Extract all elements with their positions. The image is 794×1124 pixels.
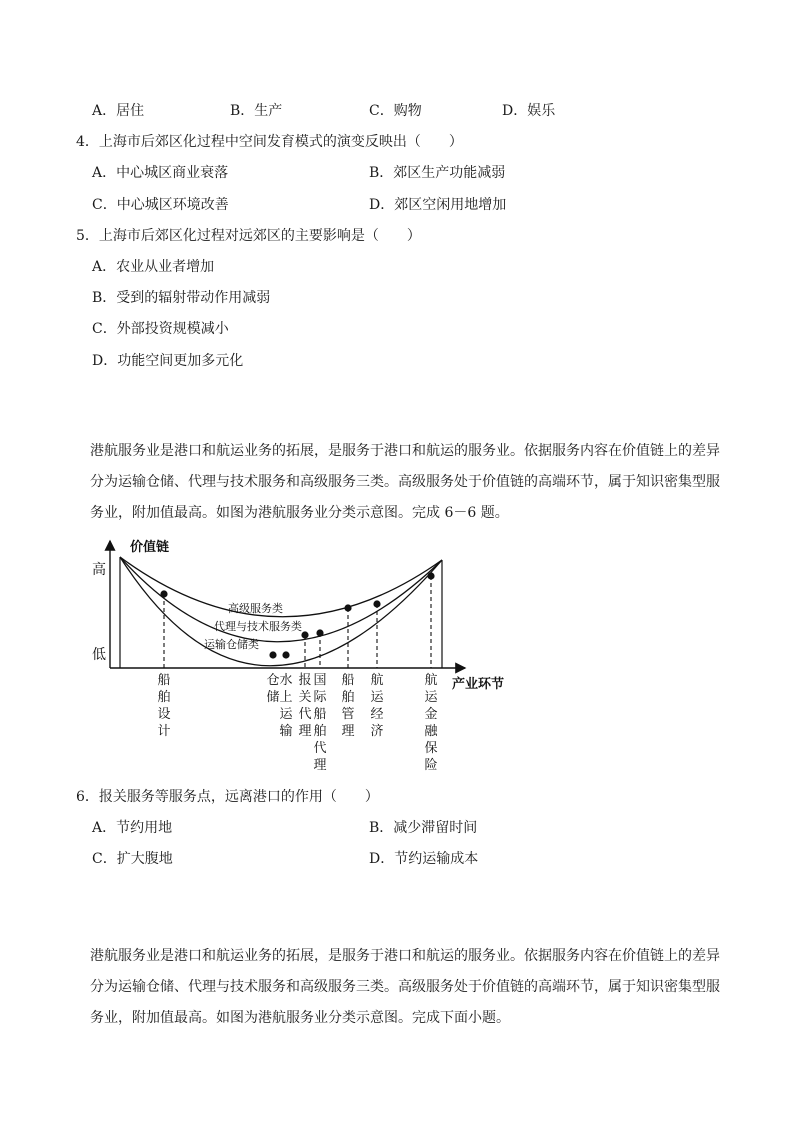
x-axis-title: 产业环节: [452, 677, 505, 692]
q5-option-a: A．农业从业者增加: [92, 259, 215, 275]
q3-option-c: C．购物: [369, 103, 422, 119]
x-label-warehouse: 仓储: [266, 673, 280, 705]
curve-label-transport: 运输仓储类: [204, 638, 259, 651]
dot-shipping-econ: [373, 600, 380, 607]
port-service-figure: [80, 535, 520, 780]
q3-option-a: A．居住: [92, 103, 145, 119]
passage-1: 港航服务业是港口和航运业务的拓展，是服务于港口和航运的服务业。依据服务内容在价值链上的差异分为运输仓储、代理与技术服务和高级服务三类。高级服务处于价值链的高端环节，属于知识密集型服务业，附加值最高。如图为港航服务业分类示意图。完成 6－6 题。: [90, 443, 720, 521]
y-low-label: 低: [92, 647, 106, 663]
q4-option-a: A．中心城区商业衰落: [92, 165, 229, 181]
y-axis-title: 价值链: [130, 540, 170, 555]
x-label-ship-mgmt: 船舶管理: [341, 673, 355, 739]
x-label-shipping-econ: 航运经济: [370, 673, 384, 739]
dot-water-transport: [282, 651, 289, 658]
x-label-water-transport: 水上运输: [279, 673, 293, 739]
dot-customs: [301, 631, 308, 638]
q3-option-d: D．娱乐: [502, 103, 556, 119]
q5-option-b: B．受到的辐射带动作用减弱: [92, 290, 271, 306]
q4-option-c: C．中心城区环境改善: [92, 197, 229, 213]
q5-option-d: D．功能空间更加多元化: [92, 353, 244, 369]
dot-ship-design: [160, 590, 167, 597]
q6-option-a: A．节约用地: [92, 820, 173, 836]
x-label-intl-agency: 国际船舶代理: [313, 673, 327, 773]
dot-ship-mgmt: [344, 604, 351, 611]
q6-option-b: B．减少滞留时间: [369, 820, 478, 836]
x-label-shipping-finance: 航运金融保险: [424, 673, 438, 773]
q5-option-c: C．外部投资规模减小: [92, 321, 229, 337]
q6-option-c: C．扩大腹地: [92, 851, 173, 867]
passage-2: 港航服务业是港口和航运业务的拓展，是服务于港口和航运的服务业。依据服务内容在价值链上的差异分为运输仓储、代理与技术服务和高级服务三类。高级服务处于价值链的高端环节，属于知识密集型服务业，附加值最高。如图为港航服务业分类示意图。完成下面小题。: [90, 948, 720, 1026]
dot-intl-agency: [316, 629, 323, 636]
x-label-customs: 报关代理: [298, 673, 312, 739]
dot-shipping-finance: [427, 572, 434, 579]
x-label-ship-design: 船舶设计: [157, 673, 171, 739]
y-high-label: 高: [92, 562, 106, 578]
curve-label-agency: 代理与技术服务类: [214, 620, 302, 633]
dot-warehouse: [269, 651, 276, 658]
curve-label-advanced: 高级服务类: [228, 602, 283, 615]
q6-option-d: D．节约运输成本: [369, 851, 479, 867]
q3-option-b: B．生产: [230, 103, 283, 119]
q6-stem: 6．报关服务等服务点，远离港口的作用（ ）: [76, 789, 379, 805]
q4-option-b: B．郊区生产功能减弱: [369, 165, 506, 181]
q4-option-d: D．郊区空闲用地增加: [369, 197, 507, 213]
q5-stem: 5．上海市后郊区化过程对远郊区的主要影响是（ ）: [76, 228, 421, 244]
q4-stem: 4．上海市后郊区化过程中空间发育模式的演变反映出（ ）: [76, 134, 463, 150]
